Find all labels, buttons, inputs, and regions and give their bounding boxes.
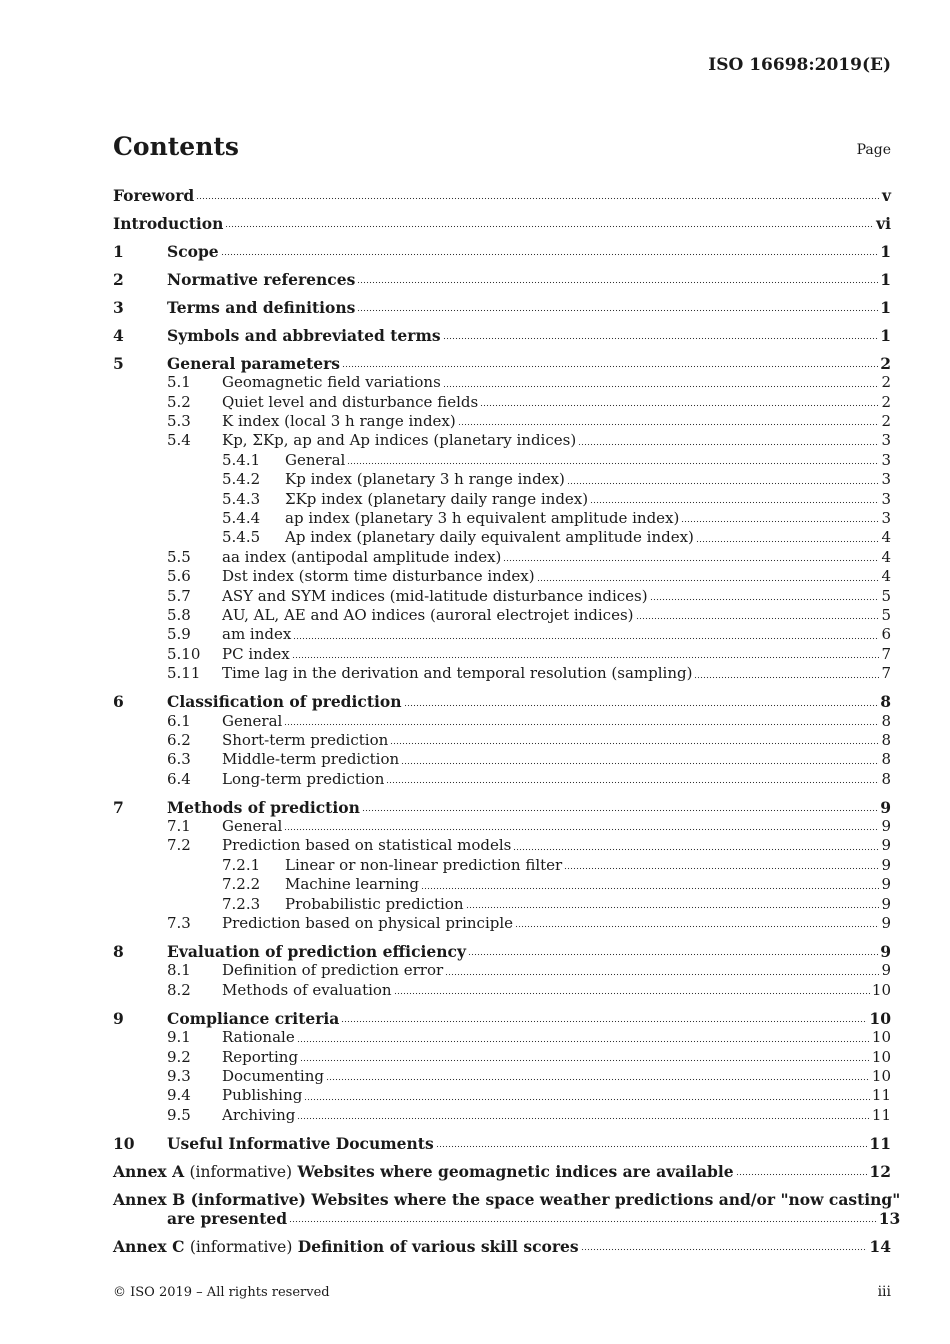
toc-entry-number: 8.2: [167, 980, 191, 999]
toc-dot-leader: [289, 1220, 877, 1223]
toc-dot-leader: [445, 973, 879, 976]
toc-dot-leader: [436, 1145, 868, 1148]
toc-entry-page: 8: [881, 711, 891, 730]
toc-entry-page: 1: [880, 269, 891, 289]
toc-dot-leader: [300, 1059, 870, 1062]
toc-annex-title: [113, 1162, 734, 1182]
toc-entry[interactable]: [113, 798, 891, 817]
toc-entry-page: 9: [881, 894, 891, 913]
toc-dot-leader: [468, 953, 878, 956]
toc-dot-leader: [196, 197, 880, 200]
toc-dot-leader: [581, 1248, 868, 1251]
toc-dot-leader: [225, 225, 874, 228]
toc-dot-leader: [284, 828, 879, 831]
toc-entry-number: 7.2.1: [222, 855, 261, 874]
toc-entry-title: Terms and definitions: [167, 297, 356, 317]
toc-entry[interactable]: [113, 1028, 891, 1047]
toc-entry-number: 9.1: [167, 1028, 191, 1047]
toc-entry[interactable]: [113, 326, 891, 345]
toc-entry-title: ap index (planetary 3 h equivalent amplitude index): [285, 509, 680, 528]
toc-entry-page: 9: [881, 875, 891, 894]
toc-entry[interactable]: [113, 270, 891, 289]
toc-entry-title: Normative references: [167, 269, 356, 289]
toc-dot-leader: [564, 867, 879, 870]
toc-entry[interactable]: [113, 875, 891, 894]
toc-entry[interactable]: [113, 242, 891, 261]
toc-entry-number: 9: [113, 1008, 124, 1028]
toc-entry-number: 5.4.3: [222, 489, 261, 508]
toc-entry[interactable]: [113, 712, 891, 731]
toc-entry-number: 6.3: [167, 750, 191, 769]
toc-entry-title: Methods of prediction: [167, 797, 360, 817]
toc-annex-entry[interactable]: [113, 1162, 891, 1181]
toc-entry-page: 8: [881, 750, 891, 769]
toc-entry-number: 8: [113, 942, 124, 962]
annex-kind: (informative): [189, 1162, 293, 1181]
toc-entry-title: ASY and SYM indices (mid-latitude disturbance indices): [222, 586, 648, 605]
toc-entry[interactable]: [113, 1106, 891, 1125]
toc-entry-page: 9: [880, 797, 891, 817]
toc-dot-leader: [297, 1117, 870, 1120]
toc-entry-title: Time lag in the derivation and temporal resolution (sampling): [222, 664, 693, 683]
toc-entry-title: Long-term prediction: [222, 769, 385, 788]
toc-entry-page: 3: [881, 450, 891, 469]
toc-entry[interactable]: [113, 606, 891, 625]
toc-dot-leader: [390, 742, 879, 745]
toc-entry[interactable]: [113, 451, 891, 470]
toc-entry-number: 9.2: [167, 1047, 191, 1066]
toc-entry-title: Linear or non-linear prediction filter: [285, 855, 563, 874]
toc-entry-number: 5.8: [167, 605, 191, 624]
toc-entry-number: 6.2: [167, 730, 191, 749]
toc-annex-line: [113, 1209, 900, 1228]
toc-dot-leader: [326, 1078, 870, 1081]
toc-entry-page: 9: [881, 855, 891, 874]
toc-entry-page: 1: [880, 325, 891, 345]
footer-page-number: iii: [877, 1284, 891, 1300]
toc-entry-title: Useful Informative Documents: [167, 1133, 434, 1153]
toc-entry-page: 7: [881, 664, 891, 683]
toc-entry[interactable]: [113, 214, 891, 233]
toc-entry-page: 9: [881, 817, 891, 836]
toc-dot-leader: [293, 637, 879, 640]
toc-entry[interactable]: [113, 431, 891, 450]
toc-entry-page: 13: [878, 1209, 901, 1229]
toc-entry-page: 10: [871, 1066, 891, 1085]
toc-dot-leader: [362, 809, 878, 812]
toc-dot-leader: [443, 385, 880, 388]
toc-entry-page: 11: [871, 1105, 891, 1124]
toc-entry[interactable]: [113, 942, 891, 961]
annex-label: Annex C: [113, 1237, 185, 1257]
toc-entry-title: Classification of prediction: [167, 692, 402, 712]
toc-entry-page: 8: [880, 692, 891, 712]
toc-entry-page: 6: [881, 625, 891, 644]
toc-entry-number: 3: [113, 297, 124, 317]
toc-entry-page: 8: [881, 730, 891, 749]
toc-dot-leader: [736, 1173, 868, 1176]
toc-entry-page: 3: [881, 489, 891, 508]
toc-entry[interactable]: [113, 856, 891, 875]
toc-entry[interactable]: [113, 470, 891, 489]
toc-entry-number: 6: [113, 692, 124, 712]
toc-entry-title: Machine learning: [285, 875, 419, 894]
toc-entry-number: 5.10: [167, 644, 201, 663]
toc-dot-leader: [681, 520, 879, 523]
toc-entry-number: 5: [113, 353, 124, 373]
toc-dot-leader: [341, 1020, 867, 1023]
toc-entry-page: 8: [881, 769, 891, 788]
toc-entry-page: 3: [881, 431, 891, 450]
annex-title-continued: are presented: [167, 1209, 288, 1229]
toc-annex-entry[interactable]: [113, 1237, 891, 1256]
toc-entry-title: Definition of prediction error: [222, 961, 444, 980]
toc-dot-leader: [421, 887, 879, 890]
toc-dot-leader: [567, 482, 880, 485]
toc-entry-title: Compliance criteria: [167, 1008, 340, 1028]
toc-entry-page: 10: [871, 1028, 891, 1047]
toc-entry-page: 4: [881, 528, 891, 547]
toc-dot-leader: [394, 992, 870, 995]
toc-entry-page: 9: [881, 836, 891, 855]
toc-entry[interactable]: [113, 298, 891, 317]
toc-entry-title: Ap index (planetary daily equivalent amplitude index): [285, 528, 694, 547]
toc-entry-page: 3: [881, 509, 891, 528]
toc-entry-title: aa index (antipodal amplitude index): [222, 547, 502, 566]
toc-entry-page: 7: [881, 644, 891, 663]
toc-entry-number: 7.1: [167, 817, 191, 836]
toc-entry-title: General: [285, 450, 346, 469]
page-column-label: Page: [856, 142, 891, 158]
toc-dot-leader: [515, 925, 879, 928]
toc-entry-title: Documenting: [222, 1066, 324, 1085]
document-id: ISO 16698:2019(E): [708, 55, 891, 75]
toc-entry-title: Kp, ΣKp, ap and Ap indices (planetary indices): [222, 431, 577, 450]
toc-dot-leader: [503, 559, 879, 562]
toc-entry[interactable]: [113, 186, 891, 205]
toc-entry-number: 10: [113, 1133, 135, 1153]
toc-entry-number: 5.1: [167, 373, 191, 392]
toc-entry[interactable]: [113, 770, 891, 789]
annex-title: Definition of various skill scores: [297, 1237, 579, 1257]
toc-entry-title: Introduction: [113, 213, 224, 233]
toc-entry-title: ΣKp index (planetary daily range index): [285, 489, 589, 508]
toc-entry[interactable]: [113, 509, 891, 528]
toc-entry-page: 2: [880, 353, 891, 373]
toc-entry-number: 9.4: [167, 1086, 191, 1105]
toc-dot-leader: [297, 1040, 870, 1043]
toc-entry-number: 7.2.2: [222, 875, 261, 894]
annex-kind: (informative): [189, 1238, 293, 1257]
toc-dot-leader: [578, 443, 879, 446]
toc-entry-title: AU, AL, AE and AO indices (auroral electrojet indices): [222, 605, 634, 624]
toc-dot-leader: [590, 501, 879, 504]
toc-entry-title: K index (local 3 h range index): [222, 412, 456, 431]
toc-entry-title: Prediction based on statistical models: [222, 836, 512, 855]
toc-entry[interactable]: [113, 817, 891, 836]
toc-entry-title: Reporting: [222, 1047, 299, 1066]
toc-entry[interactable]: [113, 1067, 891, 1086]
toc-entry-number: 1: [113, 241, 124, 261]
toc-entry-number: 6.1: [167, 711, 191, 730]
toc-annex-entry[interactable]: [113, 1189, 901, 1229]
toc-entry-page: 11: [871, 1086, 891, 1105]
toc-entry-number: 7.2.3: [222, 894, 261, 913]
toc-annex-line: [113, 1190, 900, 1209]
toc-dot-leader: [636, 617, 880, 620]
toc-entry-page: 9: [880, 942, 891, 962]
toc-dot-leader: [404, 704, 879, 707]
toc-entry-page: 4: [881, 547, 891, 566]
toc-entry-number: 5.6: [167, 567, 191, 586]
toc-entry-page: 5: [881, 605, 891, 624]
toc-entry-page: 11: [869, 1133, 891, 1153]
toc-annex-wrap: [113, 1190, 900, 1229]
toc-entry[interactable]: [113, 1048, 891, 1067]
annex-title: Websites where geomagnetic indices are available: [297, 1161, 734, 1181]
toc-entry-number: 4: [113, 325, 124, 345]
toc-entry-number: 5.4.2: [222, 470, 261, 489]
toc-entry-number: 5.11: [167, 664, 201, 683]
toc-entry-number: 5.3: [167, 412, 191, 431]
toc-entry[interactable]: [113, 548, 891, 567]
toc-entry[interactable]: [113, 645, 891, 664]
toc-entry[interactable]: [113, 587, 891, 606]
toc-entry-title: am index: [222, 625, 292, 644]
toc-entry-page: 12: [869, 1161, 891, 1181]
table-of-contents: [113, 186, 901, 1257]
toc-entry-number: 9.5: [167, 1105, 191, 1124]
toc-entry-title: General: [222, 817, 283, 836]
toc-entry-number: 5.7: [167, 586, 191, 605]
toc-dot-leader: [292, 656, 880, 659]
toc-entry-number: 5.4.4: [222, 509, 261, 528]
toc-dot-leader: [386, 781, 879, 784]
toc-entry-page: 10: [869, 1008, 891, 1028]
toc-entry[interactable]: [113, 895, 891, 914]
toc-entry[interactable]: [113, 567, 891, 586]
toc-entry-title: Evaluation of prediction efficiency: [167, 942, 466, 962]
toc-entry-number: 5.9: [167, 625, 191, 644]
toc-entry[interactable]: [113, 750, 891, 769]
toc-dot-leader: [480, 404, 879, 407]
annex-kind: (informative): [190, 1189, 306, 1209]
toc-entry-title: Kp index (planetary 3 h range index): [285, 470, 565, 489]
toc-entry-number: 5.4.5: [222, 528, 261, 547]
toc-entry[interactable]: [113, 393, 891, 412]
toc-entry[interactable]: [113, 692, 891, 711]
toc-entry-title: Methods of evaluation: [222, 980, 392, 999]
toc-dot-leader: [694, 676, 879, 679]
toc-entry-page: 3: [881, 470, 891, 489]
annex-label: Annex A: [113, 1161, 185, 1181]
toc-entry-title: Scope: [167, 241, 219, 261]
toc-entry-page: 2: [881, 373, 891, 392]
toc-entry-page: 14: [869, 1237, 891, 1257]
toc-entry[interactable]: [113, 731, 891, 750]
toc-entry-title: Middle-term prediction: [222, 750, 400, 769]
contents-title: Contents: [113, 132, 240, 161]
toc-dot-leader: [401, 762, 879, 765]
toc-entry-title: Foreword: [113, 186, 195, 205]
toc-dot-leader: [221, 253, 879, 256]
toc-entry[interactable]: [113, 625, 891, 644]
toc-dot-leader: [537, 579, 880, 582]
toc-entry-title: General parameters: [167, 353, 340, 373]
toc-entry-page: 9: [881, 914, 891, 933]
toc-entry[interactable]: [113, 354, 891, 373]
toc-entry-page: 1: [880, 297, 891, 317]
toc-entry[interactable]: [113, 1086, 891, 1105]
toc-entry-title: Publishing: [222, 1086, 303, 1105]
toc-dot-leader: [458, 423, 880, 426]
toc-entry-page: 10: [871, 980, 891, 999]
toc-entry[interactable]: [113, 664, 891, 683]
toc-entry-number: 5.4.1: [222, 450, 261, 469]
toc-dot-leader: [696, 540, 880, 543]
footer-copyright: © ISO 2019 – All rights reserved: [113, 1285, 330, 1300]
toc-entry-page: 4: [881, 567, 891, 586]
toc-entry[interactable]: [113, 836, 891, 855]
toc-dot-leader: [304, 1098, 870, 1101]
toc-entry-page: vi: [876, 213, 891, 233]
toc-entry-page: 9: [881, 961, 891, 980]
toc-dot-leader: [357, 309, 878, 312]
toc-dot-leader: [347, 462, 879, 465]
toc-dot-leader: [357, 281, 878, 284]
toc-entry-title: Probabilistic prediction: [285, 894, 464, 913]
toc-entry-number: 5.2: [167, 392, 191, 411]
toc-dot-leader: [342, 365, 878, 368]
annex-title: Websites where the space weather predictions and/or "now casting": [311, 1189, 901, 1209]
toc-dot-leader: [443, 337, 879, 340]
toc-annex-title: [113, 1237, 579, 1257]
toc-entry-title: Rationale: [222, 1028, 295, 1047]
annex-label: Annex B: [113, 1189, 186, 1209]
toc-entry-number: 7: [113, 797, 124, 817]
toc-entry-page: 1: [880, 241, 891, 261]
toc-entry[interactable]: [113, 490, 891, 509]
toc-entry-number: 8.1: [167, 961, 191, 980]
toc-entry-page: 2: [881, 392, 891, 411]
toc-entry[interactable]: [113, 373, 891, 392]
toc-entry[interactable]: [113, 528, 891, 547]
toc-entry[interactable]: [113, 981, 891, 1000]
toc-entry-title: Quiet level and disturbance fields: [222, 392, 479, 411]
toc-entry-number: 2: [113, 269, 124, 289]
toc-dot-leader: [466, 906, 880, 909]
toc-entry-title: Symbols and abbreviated terms: [167, 325, 441, 345]
toc-entry-page: 5: [881, 586, 891, 605]
toc-entry-title: Dst index (storm time disturbance index): [222, 567, 535, 586]
toc-entry[interactable]: [113, 1009, 891, 1028]
toc-entry[interactable]: [113, 961, 891, 980]
toc-entry-title: Geomagnetic field variations: [222, 373, 441, 392]
toc-entry[interactable]: [113, 914, 891, 933]
toc-dot-leader: [284, 723, 879, 726]
toc-entry-page: 10: [871, 1047, 891, 1066]
toc-entry-number: 5.4: [167, 431, 191, 450]
toc-entry[interactable]: [113, 1134, 891, 1153]
toc-entry-number: 5.5: [167, 547, 191, 566]
toc-entry-number: 6.4: [167, 769, 191, 788]
toc-entry-title: PC index: [222, 644, 290, 663]
toc-entry-title: General: [222, 711, 283, 730]
toc-entry-page: 2: [881, 412, 891, 431]
toc-entry-number: 9.3: [167, 1066, 191, 1085]
toc-entry-title: Archiving: [222, 1105, 296, 1124]
toc-dot-leader: [650, 598, 880, 601]
toc-entry-page: v: [881, 186, 891, 205]
toc-entry[interactable]: [113, 412, 891, 431]
toc-entry-title: Prediction based on physical principle: [222, 914, 514, 933]
toc-entry-title: Short-term prediction: [222, 730, 389, 749]
toc-dot-leader: [513, 848, 879, 851]
toc-entry-number: 7.2: [167, 836, 191, 855]
toc-entry-number: 7.3: [167, 914, 191, 933]
